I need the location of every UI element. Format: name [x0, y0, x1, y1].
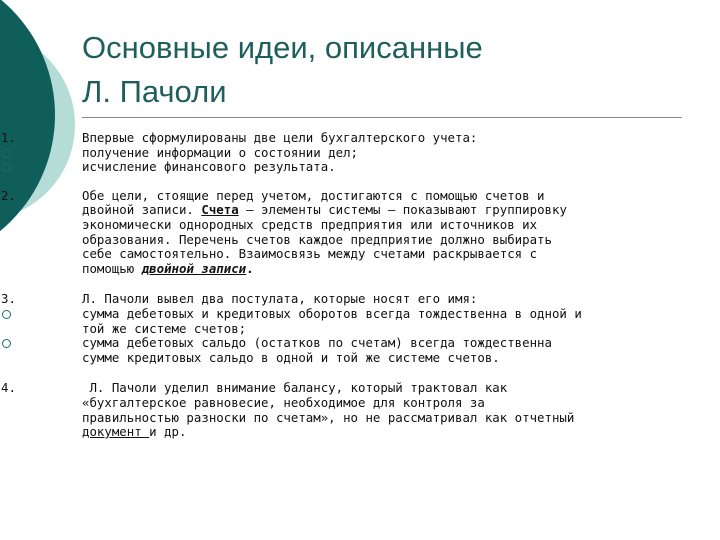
list-bullet	[0, 336, 700, 365]
item-text-line: правильностью разноски по счетам», но не рассматривал как отчетный	[82, 409, 575, 425]
item-text: Впервые сформулированы две цели бухгалтерского учета:	[82, 130, 478, 145]
bullet-text: получение информации о состоянии дел;	[82, 144, 359, 160]
title-line-2: Л. Пачоли	[82, 74, 227, 109]
bullet-text-line: сумме кредитовых сальдо в одной и той же системе счетов.	[82, 349, 500, 365]
title-divider	[82, 117, 682, 118]
item-number: 3.	[1, 291, 16, 307]
item-text-line: Обе цели, стоящие перед учетом, достигаются с помощью счетов и	[82, 187, 545, 203]
list-item-1	[0, 131, 700, 146]
item-text-line: экономически однородных средств предприятия или источников их	[82, 216, 538, 232]
spacer	[0, 276, 700, 292]
text-fragment: и др.	[149, 424, 187, 440]
item-text-line	[82, 203, 700, 218]
list-bullet	[0, 307, 700, 336]
item-number: 1.	[1, 130, 16, 145]
document-link[interactable]: документ	[82, 424, 150, 440]
list-item-3	[0, 292, 700, 307]
spacer	[0, 365, 700, 381]
item-number: 4.	[1, 380, 16, 396]
item-text-line: образования. Перечень счетов каждое предприятие должно выбирать	[82, 231, 552, 247]
circle-bullet-icon	[2, 163, 11, 172]
bullet-text-line: сумма дебетовых и кредитовых оборотов всегда тождественна в одной и	[82, 305, 582, 321]
term-accounts: Счета	[201, 202, 239, 218]
item-text-line	[82, 262, 700, 277]
list-bullet	[0, 160, 700, 175]
list-item-2	[0, 189, 700, 277]
item-text: Л. Пачоли вывел два постулата, которые носят его имя:	[82, 291, 478, 307]
item-text-line: Л. Пачоли уделил внимание балансу, который трактовал как	[82, 380, 508, 396]
title-line-1: Основные идеи, описанные	[82, 30, 483, 65]
item-text-line: себе самостоятельно. Взаимосвязь между счетами раскрывается с	[82, 246, 538, 262]
bullet-text: исчисление финансового результата.	[82, 159, 336, 175]
circle-bullet-icon	[2, 339, 11, 348]
bullet-text-line: сумма дебетовых сальдо (остатков по счетам) всегда тождественна	[82, 335, 552, 351]
content-list	[0, 131, 700, 440]
circle-bullet-icon	[2, 149, 11, 158]
page-title	[82, 26, 682, 114]
bullet-text-line: той же системе счетов;	[82, 320, 247, 336]
text-fragment: .	[246, 260, 254, 276]
item-number: 2.	[1, 187, 16, 203]
circle-bullet-icon	[2, 310, 11, 319]
text-fragment: помощью	[82, 260, 142, 276]
term-double-entry: двойной записи	[141, 260, 247, 276]
list-item-4	[0, 381, 700, 439]
item-text-line	[82, 425, 700, 440]
list-bullet	[0, 146, 700, 161]
item-text-line: «бухгалтерское равновесие, необходимое для контроля за	[82, 394, 485, 410]
text-fragment: двойной записи.	[82, 202, 202, 218]
text-fragment: — элементы системы — показывают группировку	[238, 202, 567, 218]
spacer	[0, 175, 700, 189]
